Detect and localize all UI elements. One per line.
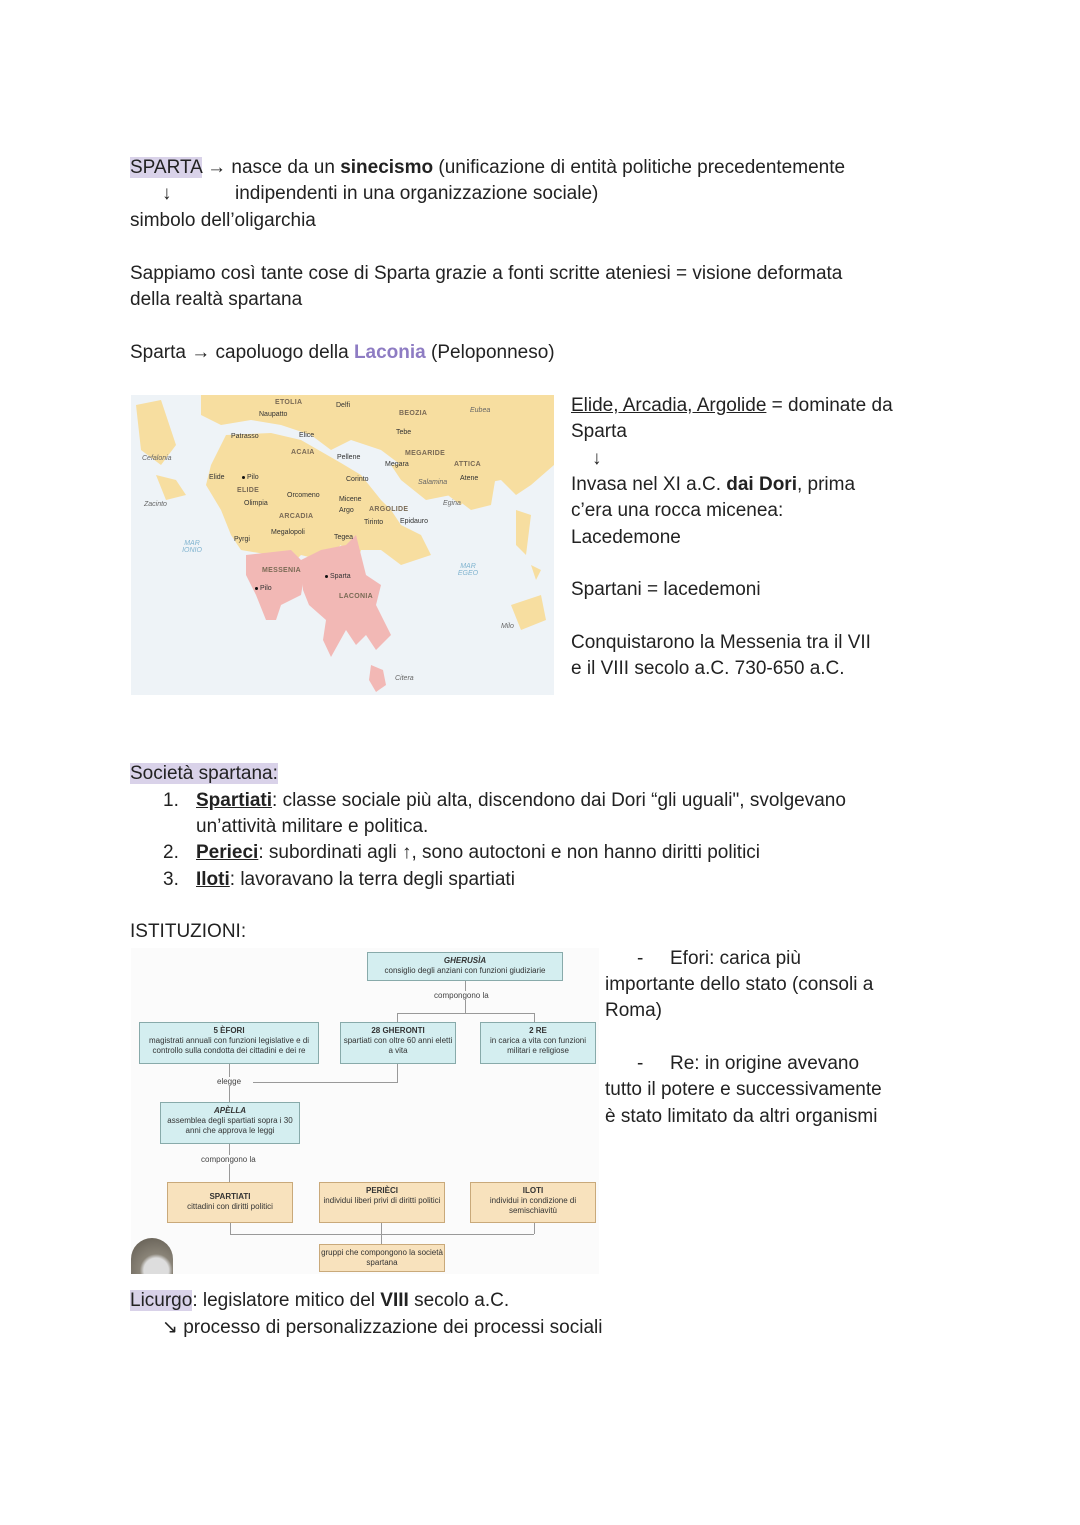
connector: [534, 1222, 535, 1234]
map-label: Cefalonia: [142, 455, 172, 462]
box-desc: individui in condizione di semischiavitù: [489, 1196, 577, 1215]
right-arrow-icon: →: [207, 157, 227, 178]
apella-box: [160, 1102, 300, 1144]
map-label: Pyrgi: [234, 536, 250, 543]
map-notes-line-7: Conquistarono la Messenia tra il VII: [571, 632, 871, 653]
regions-link[interactable]: Elide, Arcadia, Argolide: [571, 395, 767, 416]
peloponnese-map: [131, 395, 554, 695]
connector: [253, 1082, 398, 1083]
edge-label: compongono la: [434, 991, 489, 1000]
map-notes-line-2: Sparta: [571, 421, 627, 442]
map-label: Tegea: [334, 534, 354, 541]
institutions-heading: ISTITUZIONI:: [130, 921, 247, 942]
box-title: APÈLLA: [214, 1106, 246, 1115]
connector: [230, 1234, 534, 1235]
box-title: 28 GHERONTI: [371, 1026, 425, 1035]
licurgo-line: [130, 1288, 509, 1314]
term: Iloti: [196, 869, 230, 890]
bullet-dash: -: [637, 948, 644, 969]
edge-label: elegge: [217, 1077, 242, 1086]
connector: [230, 1222, 231, 1234]
map-label: Citera: [395, 675, 414, 682]
box-desc: gruppi che compongono la società spartana: [321, 1248, 443, 1267]
institutions-diagram: [131, 948, 599, 1274]
map-label: MAR EGEO: [457, 563, 479, 577]
notes-re-line-1: [637, 1051, 860, 1077]
map-label: Elide: [209, 474, 225, 481]
box-desc: cittadini con diritti politici: [187, 1202, 273, 1211]
bullet-dash: -: [637, 1053, 644, 1074]
re-box: [480, 1022, 596, 1064]
shield-image: [131, 1238, 173, 1274]
map-label: MEGARIDE: [405, 450, 446, 457]
list-number: 3.: [163, 869, 179, 890]
spartiati-box: [167, 1182, 293, 1223]
box-desc: assemblea degli spartiati sopra i 30 anni che approva le leggi: [167, 1116, 293, 1135]
map-label: Olimpia: [244, 500, 268, 507]
society-item-2: [163, 840, 761, 866]
map-label: Megara: [385, 461, 409, 468]
text: , prima: [796, 474, 856, 495]
term: Perieci: [196, 842, 259, 863]
map-label: Pilo: [242, 474, 259, 481]
map-label: Pilo: [255, 585, 272, 592]
text: = dominate da: [766, 395, 893, 416]
down-arrow-icon: ↓: [592, 448, 602, 469]
licurgo-line-2: ↘ processo di personalizzazione dei processi sociali: [162, 1317, 603, 1338]
notes-efori-line-1: [637, 946, 801, 972]
box-desc: in carica a vita con funzioni militari e religiose: [489, 1036, 587, 1055]
map-label: ETOLIA: [275, 399, 303, 406]
text: : lavoravano la terra degli spartiati: [229, 869, 515, 890]
map-label: Delfi: [336, 402, 351, 409]
society-item-1-cont: un’attività militare e politica.: [196, 816, 429, 837]
map-label: Micene: [339, 496, 362, 503]
box-title: PERIÈCI: [365, 1186, 398, 1195]
sinecismo-term: sinecismo: [340, 157, 434, 178]
map-label: Patrasso: [231, 433, 259, 440]
notes-re-line-2: tutto il potere e successivamente: [605, 1079, 882, 1100]
connector: [397, 1064, 398, 1083]
map-notes-line-3: [571, 472, 855, 498]
society-item-3: [163, 867, 515, 893]
aegean-islands: [511, 510, 546, 630]
gruppi-box: [319, 1244, 445, 1272]
perieci-box: [319, 1182, 445, 1223]
down-arrow-icon: ↓: [162, 183, 172, 204]
society-item-1: [163, 788, 846, 814]
sources-line-1: Sappiamo così tante cose di Sparta grazie a fonti scritte ateniesi = visione deformata: [130, 263, 843, 284]
map-label: Salamina: [418, 479, 448, 486]
connector: [397, 1013, 534, 1014]
map-label: Tirinto: [364, 519, 384, 526]
term: Spartiati: [196, 790, 273, 811]
sparta-heading: SPARTA: [130, 157, 202, 178]
box-title: 2 RE: [529, 1026, 547, 1035]
text: : classe sociale più alta, discendono dai Dori “gli uguali", svolgevano: [272, 790, 846, 811]
connector: [381, 1222, 382, 1244]
map-label: BEOZIA: [399, 410, 428, 417]
notes-efori-line-2: importante dello stato (consoli a: [605, 974, 874, 995]
edge-label: compongono la: [201, 1155, 256, 1164]
map-label: ACAIA: [291, 449, 315, 456]
citera-island: [369, 665, 386, 692]
efori-box: [139, 1022, 319, 1064]
intro-line-3: simbolo dell’oligarchia: [130, 210, 316, 231]
box-desc: individui liberi privi di diritti politici: [323, 1196, 441, 1205]
map-label: ARGOLIDE: [369, 506, 409, 513]
intro-line-2: indipendenti in una organizzazione sociale): [235, 183, 599, 204]
map-label: MAR IONIO: [182, 540, 202, 554]
text: (Peloponneso): [425, 342, 555, 363]
text: : legislatore mitico del: [192, 1290, 381, 1311]
sources-line-2: della realtà spartana: [130, 289, 303, 310]
map-label: Tebe: [396, 429, 412, 436]
map-label: Epidauro: [400, 518, 429, 525]
map-notes-line-4: c’era una rocca micenea:: [571, 500, 784, 521]
notes-re-line-3: è stato limitato da altri organismi: [605, 1106, 878, 1127]
map-notes-line-1: [571, 393, 893, 419]
text: Re: in origine avevano: [670, 1053, 860, 1074]
box-title: ILOTI: [522, 1186, 544, 1195]
map-label: MESSENIA: [262, 567, 301, 574]
laconia-term: Laconia: [353, 342, 426, 363]
box-title: GHERUSÌA: [443, 956, 487, 965]
gherusia-box: [367, 952, 563, 981]
map-label: LACONIA: [339, 593, 373, 600]
text: : subordinati agli ↑, sono autoctoni e non hanno diritti politici: [258, 842, 761, 863]
iloti-box: [470, 1182, 596, 1223]
capital-line: [130, 340, 555, 366]
map-label: Egina: [443, 500, 461, 507]
text: Invasa nel XI a.C.: [571, 474, 727, 495]
gheronti-box: [340, 1022, 456, 1064]
box-desc: magistrati annuali con funzioni legislative e di controllo sulla condotta dei cittadini e dei re: [148, 1036, 310, 1055]
text: (unificazione di entità politiche precedentemente: [433, 157, 846, 178]
licurgo-term: Licurgo: [130, 1290, 193, 1311]
society-heading: [130, 761, 278, 787]
map-label: Zacinto: [144, 501, 167, 508]
zacinto-island: [156, 475, 186, 500]
text: Sparta → capoluogo della: [130, 342, 354, 363]
map-label: Corinto: [346, 476, 369, 483]
map-label: Megalopoli: [271, 529, 305, 536]
text: nasce da un: [226, 157, 341, 178]
notes-efori-line-3: Roma): [605, 1000, 663, 1021]
list-number: 2.: [163, 842, 179, 863]
map-notes-line-8: e il VIII secolo a.C. 730-650 a.C.: [571, 658, 845, 679]
map-label: Sparta: [325, 573, 351, 580]
box-desc: consiglio degli anziani con funzioni giudiziarie: [384, 966, 546, 975]
dori-term: dai Dori: [726, 474, 797, 495]
text: secolo a.C.: [408, 1290, 510, 1311]
box-title: SPARTIATI: [209, 1192, 251, 1201]
map-notes-line-6: Spartani = lacedemoni: [571, 579, 761, 600]
text: VIII: [380, 1290, 409, 1311]
map-notes-line-5: Lacedemone: [571, 527, 681, 548]
map-label: Naupatto: [259, 411, 288, 418]
list-number: 1.: [163, 790, 179, 811]
map-label: ARCADIA: [279, 513, 314, 520]
map-label: Milo: [501, 623, 514, 630]
box-desc: spartiati con oltre 60 anni eletti a vita: [343, 1036, 453, 1055]
map-label: ATTICA: [454, 461, 481, 468]
text: Società spartana:: [130, 763, 278, 784]
map-label: Elice: [299, 432, 315, 439]
text: Efori: carica più: [670, 948, 801, 969]
box-title: 5 ÈFORI: [213, 1026, 245, 1035]
intro-line-1: [130, 155, 845, 181]
map-label: Atene: [460, 475, 479, 482]
map-label: Eubea: [470, 407, 491, 414]
map-label: Orcomeno: [287, 492, 320, 499]
map-label: ELIDE: [237, 487, 260, 494]
map-label: Argo: [339, 507, 354, 514]
map-label: Pellene: [337, 454, 361, 461]
